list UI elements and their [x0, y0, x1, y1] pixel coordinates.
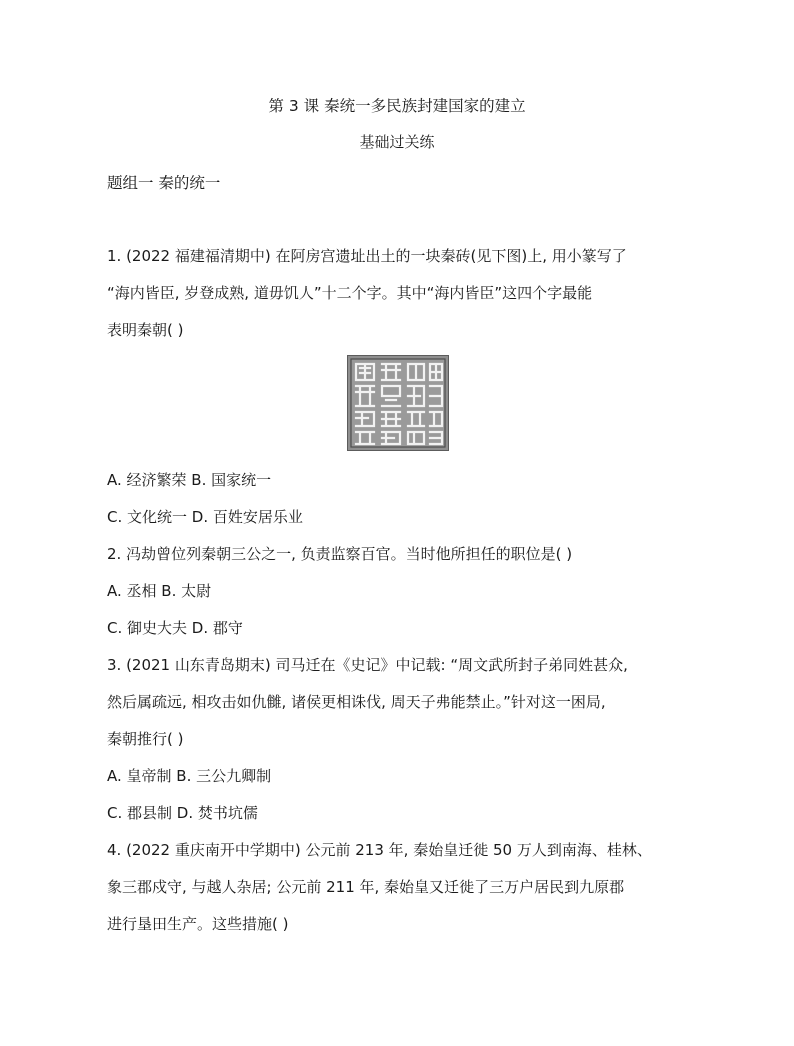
q2-options-line2: C. 御史大夫 D. 郡守 — [107, 619, 243, 637]
q3-stem-line2: 然后属疏远, 相攻击如仇雠, 诸侯更相诛伐, 周天子弗能禁止。”针对这一困局, — [107, 693, 606, 711]
q1-stem-line2: “海内皆臣, 岁登成熟, 道毋饥人”十二个字。其中“海内皆臣”这四个字最能 — [107, 284, 593, 302]
q2-options-line1: A. 丞相 B. 太尉 — [107, 582, 212, 600]
seal-script-glyphs — [348, 356, 448, 450]
qin-brick-image — [347, 355, 449, 451]
q3-options-line2: C. 郡县制 D. 焚书坑儒 — [107, 804, 258, 822]
q2-stem-line1: 2. 冯劫曾位列秦朝三公之一, 负责监察百官。当时他所担任的职位是( ) — [107, 545, 573, 563]
q1-options-line1: A. 经济繁荣 B. 国家统一 — [107, 471, 272, 489]
q1-stem-line1: 1. (2022 福建福清期中) 在阿房宫遗址出土的一块秦砖(见下图)上, 用小篆写了 — [107, 247, 627, 265]
q3-options-line1: A. 皇帝制 B. 三公九卿制 — [107, 767, 272, 785]
group-heading: 题组一 秦的统一 — [107, 174, 221, 192]
q1-options-line2: C. 文化统一 D. 百姓安居乐业 — [107, 508, 303, 526]
lesson-title: 第 3 课 秦统一多民族封建国家的建立 — [268, 97, 526, 115]
q4-stem-line2: 象三郡戍守, 与越人杂居; 公元前 211 年, 秦始皇又迁徙了三万户居民到九原郡 — [107, 878, 625, 896]
q3-stem-line1: 3. (2021 山东青岛期末) 司马迁在《史记》中记载: “周文武所封子弟同姓甚众, — [107, 656, 628, 674]
section-subtitle: 基础过关练 — [359, 133, 435, 151]
q4-stem-line3: 进行垦田生产。这些措施( ) — [107, 915, 289, 933]
q4-stem-line1: 4. (2022 重庆南开中学期中) 公元前 213 年, 秦始皇迁徙 50 万人到南海、桂林、 — [107, 841, 652, 859]
q1-stem-line3: 表明秦朝( ) — [107, 321, 184, 339]
q3-stem-line3: 秦朝推行( ) — [107, 730, 184, 748]
